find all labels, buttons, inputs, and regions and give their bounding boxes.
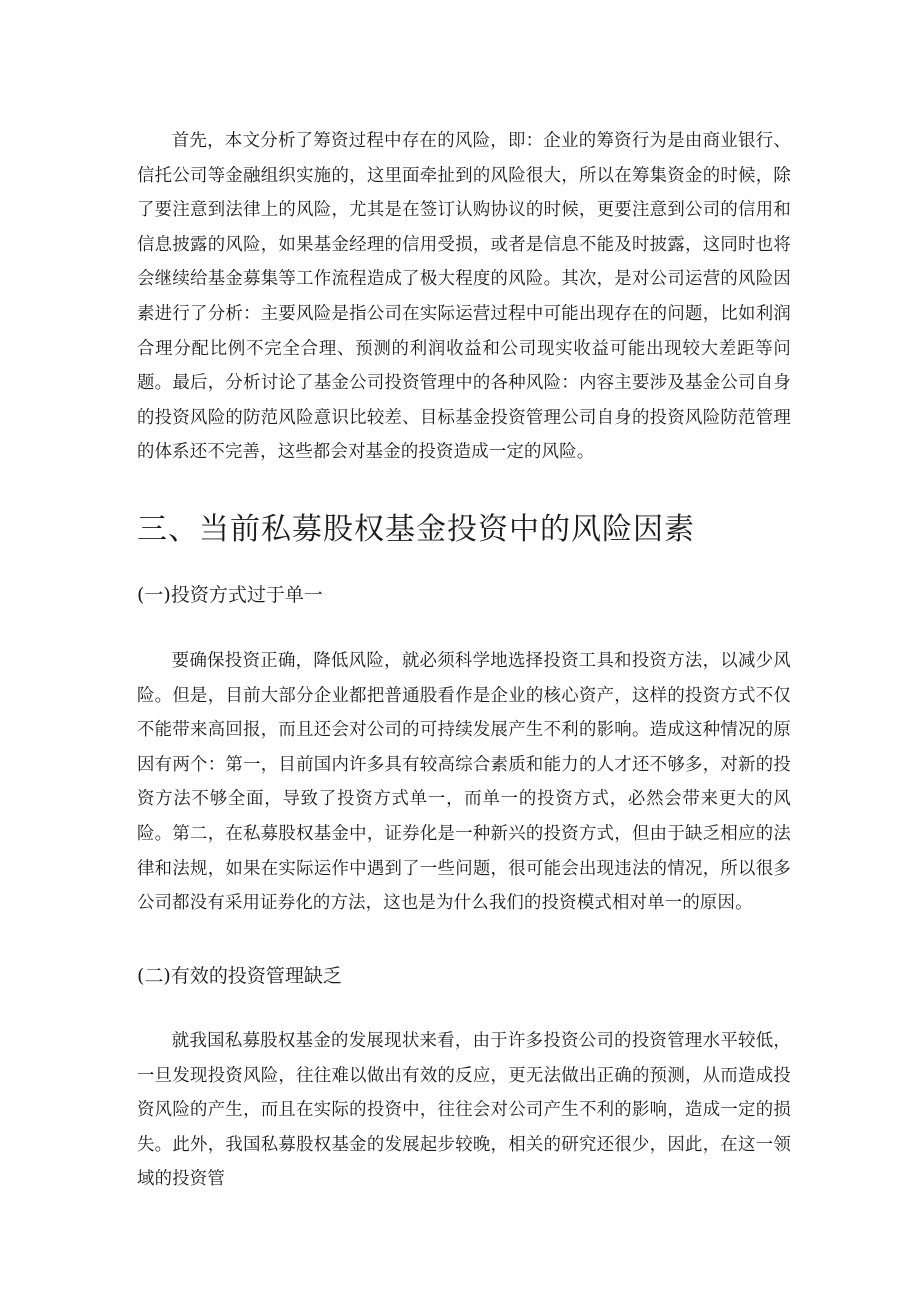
subheading-single-investment-method: (一)投资方式过于单一 <box>137 584 323 606</box>
section-heading-risk-factors: 三、当前私募股权基金投资中的风险因素 <box>137 512 695 547</box>
paragraph-investment-management: 就我国私募股权基金的发展现状来看，由于许多投资公司的投资管理水平较低，一旦发现投资风险，往往难以做出有效的反应，更无法做出正确的预测，从而造成投资风险的产生，而且在实际的投资中，往往会对公司产生不利的影响，造成一定的损失。此外，我国私募股权基金的发展起步较晚，相关的研究还很少，因此，在这一领域的投资管 <box>137 1031 791 1190</box>
paragraph-financing-risk: 首先，本文分析了筹资过程中存在的风险，即：企业的筹资行为是由商业银行、信托公司等金融组织实施的，这里面牵扯到的风险很大，所以在筹集资金的时候，除了要注意到法律上的风险，尤其是在签订认购协议的时候，更要注意到公司的信用和信息披露的风险，如果基金经理的信用受损，或者是信息不能及时披露，这同时也将会继续给基金募集等工作流程造成了极大程度的风险。其次，是对公司运营的风险因素进行了分析：主要风险是指公司在实际运营过程中可能出现存在的问题，比如利润合理分配比例不完全合理、预测的利润收益和公司现实收益可能出现较大差距等问题。最后，分析讨论了基金公司投资管理中的各种风险：内容主要涉及基金公司自身的投资风险的防范风险意识比较差、目标基金投资管理公司自身的投资风险防范管理的体系还不完善，这些都会对基金的投资造成一定的风险。 <box>137 131 791 463</box>
subheading-lack-of-management: (二)有效的投资管理缺乏 <box>137 965 342 987</box>
paragraph-investment-method: 要确保投资正确，降低风险，就必须科学地选择投资工具和投资方法，以减少风险。但是，目前大部分企业都把普通股看作是企业的核心资产，这样的投资方式不仅不能带来高回报，而且还会对公司的可持续发展产生不利的影响。造成这种情况的原因有两个：第一，目前国内许多具有较高综合素质和能力的人才还不够多，对新的投资方法不够全面，导致了投资方式单一，而单一的投资方式，必然会带来更大的风险。第二，在私募股权基金中，证券化是一种新兴的投资方式，但由于缺乏相应的法律和法规，如果在实际运作中遇到了一些问题，很可能会出现违法的情况，所以很多公司都没有采用证券化的方法，这也是为什么我们的投资模式相对单一的原因。 <box>137 651 791 914</box>
